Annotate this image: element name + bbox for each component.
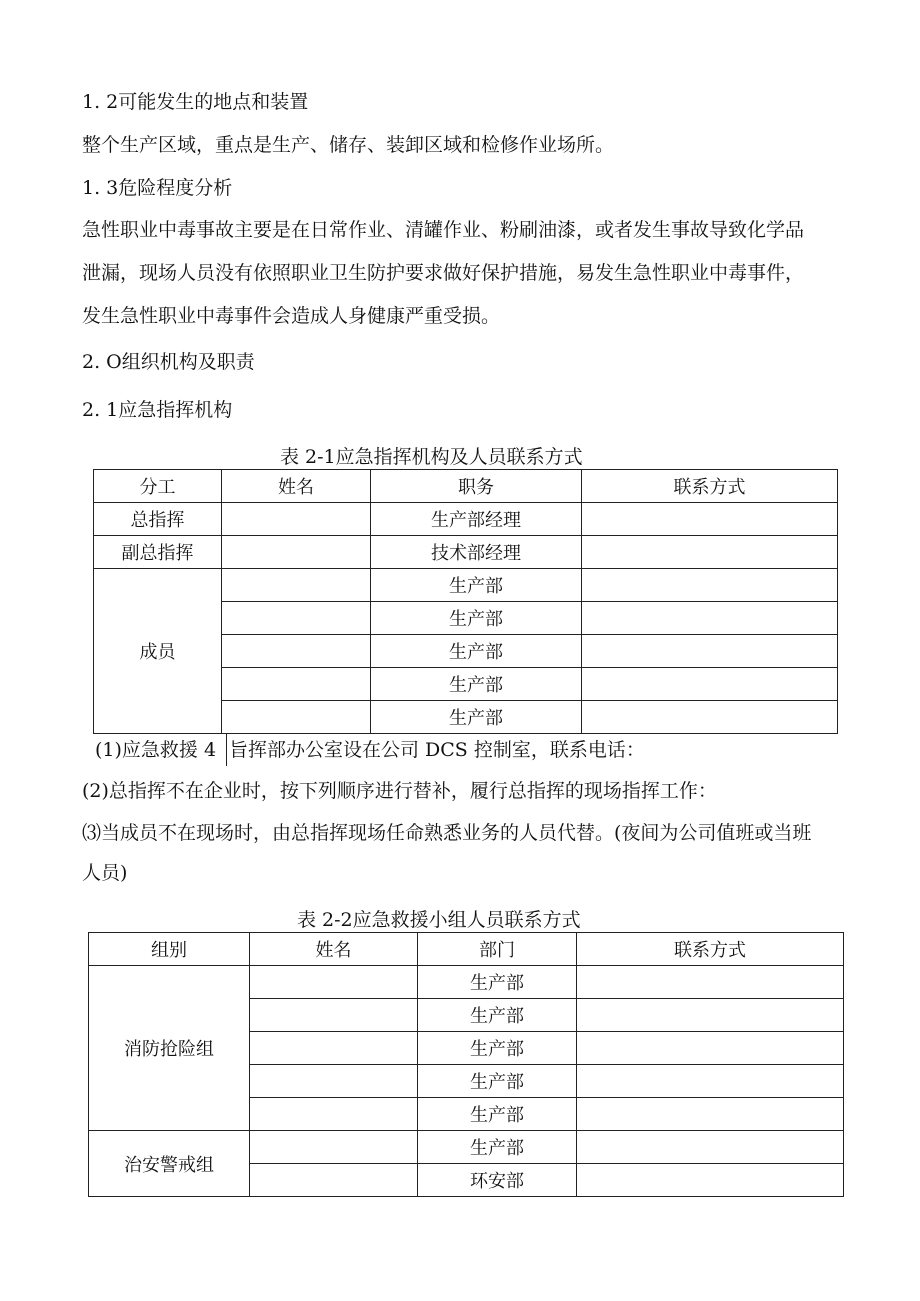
table-row [94, 536, 838, 569]
name-cell [222, 701, 371, 734]
contact-cell [577, 1032, 844, 1065]
contact-cell [582, 536, 838, 569]
group-label-cell: 治安警戒组 [89, 1131, 250, 1197]
heading-1-3: 1. 3危险程度分析 [82, 177, 233, 199]
paragraph-1-3-line-1: 急性职业中毒事故主要是在日常作业、清罐作业、粉刷油漆，或者发生事故导致化学品 [82, 219, 805, 241]
header-cell: 分工 [94, 470, 222, 503]
name-cell [222, 503, 371, 536]
heading-2-0: 2. O组织机构及职责 [82, 351, 255, 373]
contact-cell [577, 1131, 844, 1164]
role-cell: 副总指挥 [94, 536, 222, 569]
name-cell [250, 999, 418, 1032]
table-header-row [94, 470, 838, 503]
dept-cell: 环安部 [418, 1164, 577, 1197]
table-header-row [89, 933, 844, 966]
contact-cell [582, 602, 838, 635]
name-cell [222, 602, 371, 635]
dept-cell: 生产部 [418, 1098, 577, 1131]
name-cell [250, 1065, 418, 1098]
header-cell: 姓名 [250, 933, 418, 966]
name-cell [222, 536, 371, 569]
note-3-line-1: ⑶当成员不在现场时，由总指挥现场任命熟悉业务的人员代替。(夜间为公司值班或当班 [82, 822, 812, 844]
duty-cell: 生产部 [371, 602, 582, 635]
table-1-caption: 表 2-1应急指挥机构及人员联系方式 [280, 446, 583, 468]
table-1 [93, 469, 838, 734]
duty-cell: 生产部 [371, 635, 582, 668]
table-row [94, 569, 838, 602]
header-cell: 联系方式 [577, 933, 844, 966]
note-3-line-2: 人员) [82, 862, 128, 884]
name-cell [250, 966, 418, 999]
header-cell: 联系方式 [582, 470, 838, 503]
note-1-left: (1)应急救援 4 [95, 739, 217, 761]
contact-cell [577, 1164, 844, 1197]
table-row [89, 966, 844, 999]
duty-cell: 生产部 [371, 701, 582, 734]
note-divider [226, 734, 227, 766]
duty-cell: 生产部 [371, 569, 582, 602]
name-cell [250, 1032, 418, 1065]
name-cell [222, 635, 371, 668]
paragraph-1-3-line-2: 泄漏，现场人员没有依照职业卫生防护要求做好保护措施，易发生急性职业中毒事件， [82, 262, 805, 284]
contact-cell [577, 966, 844, 999]
header-cell: 部门 [418, 933, 577, 966]
table-row [94, 503, 838, 536]
contact-cell [582, 503, 838, 536]
paragraph-1-2: 整个生产区域，重点是生产、储存、装卸区域和检修作业场所。 [82, 134, 615, 156]
dept-cell: 生产部 [418, 1032, 577, 1065]
name-cell [222, 569, 371, 602]
header-cell: 职务 [371, 470, 582, 503]
duty-cell: 技术部经理 [371, 536, 582, 569]
contact-cell [577, 1065, 844, 1098]
note-1-right: 旨挥部办公室设在公司 DCS 控制室，联系电话： [229, 739, 645, 761]
header-cell: 姓名 [222, 470, 371, 503]
contact-cell [582, 701, 838, 734]
contact-cell [582, 569, 838, 602]
heading-1-2: 1. 2可能发生的地点和装置 [82, 91, 309, 113]
role-cell: 总指挥 [94, 503, 222, 536]
name-cell [250, 1164, 418, 1197]
duty-cell: 生产部 [371, 668, 582, 701]
name-cell [250, 1098, 418, 1131]
contact-cell [582, 635, 838, 668]
name-cell [222, 668, 371, 701]
table-2-caption: 表 2-2应急救援小组人员联系方式 [297, 909, 581, 931]
dept-cell: 生产部 [418, 999, 577, 1032]
dept-cell: 生产部 [418, 966, 577, 999]
table-2 [88, 932, 844, 1197]
contact-cell [582, 668, 838, 701]
contact-cell [577, 1098, 844, 1131]
group-label-cell: 消防抢险组 [89, 966, 250, 1131]
contact-cell [577, 999, 844, 1032]
header-cell: 组别 [89, 933, 250, 966]
note-2: (2)总指挥不在企业时，按下列顺序进行替补，履行总指挥的现场指挥工作： [82, 780, 717, 802]
duty-cell: 生产部经理 [371, 503, 582, 536]
heading-2-1: 2. 1应急指挥机构 [82, 399, 233, 421]
paragraph-1-3-line-3: 发生急性职业中毒事件会造成人身健康严重受损。 [82, 305, 501, 327]
members-label-cell: 成员 [94, 569, 222, 734]
name-cell [250, 1131, 418, 1164]
table-row [89, 1131, 844, 1164]
dept-cell: 生产部 [418, 1065, 577, 1098]
dept-cell: 生产部 [418, 1131, 577, 1164]
